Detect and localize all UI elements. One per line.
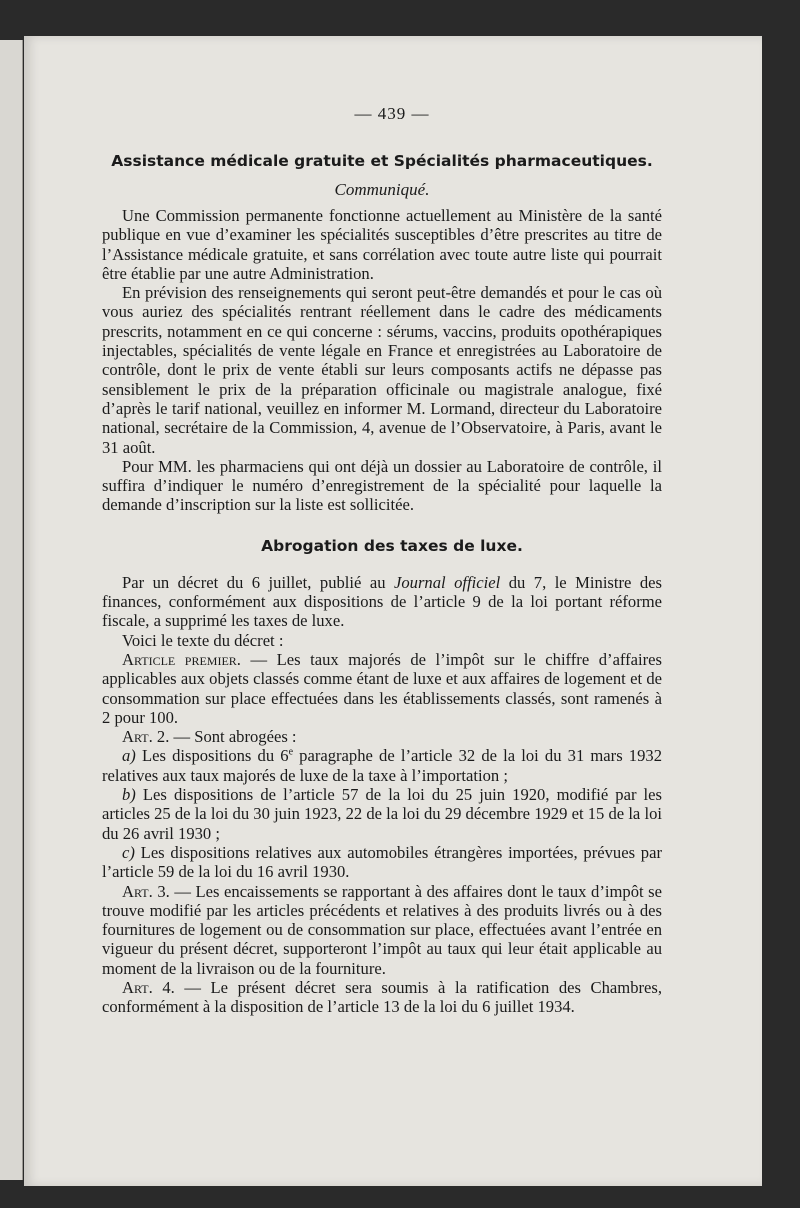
item-text: Les dispositions de l’article 57 de la loi du 25 juin 1920, modifié par les articles 25 de la loi du 30 juin 1923, 22 de la loi du 29 décembre 1929 et 15 de la loi du 26 avril 1930 ;: [102, 785, 662, 843]
article-text: — Le présent décret sera soumis à la ratification des Chambres, conformément à la disposition de l’article 13 de la loi du 6 juillet 1934.: [102, 977, 662, 1017]
paragraph: Voici le texte du décret :: [122, 630, 284, 650]
article-label: Article premier.: [122, 649, 241, 669]
article-text: — Les taux majorés de l’impôt sur le chiffre d’affaires applicables aux objets classés comme étant de luxe et aux affaires de logement et de consommation sur place effectuées dans les établissements classés, sont ramenés à 2 pour 100.: [102, 649, 663, 727]
article-3: [102, 882, 662, 978]
intro-text: Par un décret du 6 juillet, publié au: [122, 572, 395, 592]
article-text: — Les encaissements se rapportant à des affaires dont le taux d’impôt se trouve modifié par les articles précédents et relatives à des produits livrés ou à des fournitures de logement ou de consommation sur place, effectuées avant l’entrée en vigueur du présent décret, supporteront l’impôt au taux qui leur était applicable au moment de la livraison ou de la fourniture.: [102, 881, 662, 978]
article-label: Art. 3.: [122, 881, 170, 901]
article-label: Art. 4.: [122, 977, 175, 997]
page-number: — 439 —: [354, 104, 430, 123]
article-1: [102, 650, 662, 727]
section-subtitle-communique: Communiqué.: [334, 180, 430, 199]
article-2-a: [102, 746, 662, 785]
section-title-assistance: Assistance médicale gratuite et Spécialités pharmaceutiques.: [111, 152, 653, 170]
page-content: [102, 104, 662, 1017]
article-2-b: [102, 785, 662, 843]
previous-page-edge: [0, 40, 23, 1180]
item-text: Les dispositions du 6: [135, 746, 289, 766]
article-4: [102, 978, 662, 1017]
paragraph-decree-intro: [102, 573, 662, 631]
article-label: Art. 2.: [122, 727, 170, 747]
section-gap: [102, 515, 662, 537]
section-title-abrogation: Abrogation des taxes de luxe.: [261, 536, 523, 555]
item-text: Les dispositions relatives aux automobiles étrangères importées, prévues par l’article 59 de la loi du 16 avril 1930.: [102, 842, 662, 882]
intro-text: du 7, le Ministre des finances, conformément aux dispositions de l’article 9 de la loi portant réforme fiscale, a supprimé les taxes de luxe.: [102, 572, 662, 631]
article-2-c: [102, 843, 662, 882]
superscript: e: [288, 746, 294, 758]
item-text: paragraphe de l’article 32 de la loi du 31 mars 1932 relatives aux taux majorés de luxe de la taxe à l’importation ;: [102, 746, 662, 785]
article-text: — Sont abrogées :: [169, 727, 297, 747]
journal-officiel: Journal officiel: [394, 572, 501, 592]
paragraph: Pour MM. les pharmaciens qui ont déjà un dossier au Laboratoire de contrôle, il suffira d’indiquer le numéro d’enregistrement de la spécialité pour laquelle la demande d’inscription sur la liste est sollicitée.: [102, 456, 662, 515]
item-letter: b): [122, 785, 136, 805]
document-page: [24, 36, 762, 1186]
paragraph: Une Commission permanente fonctionne actuellement au Ministère de la santé publique en vue d’examiner les spécialités susceptibles d’être prescrites au titre de l’Assistance médicale gratuite, et sans corrélation avec toute autre liste qui pourrait être établie par une autre Administration.: [102, 206, 662, 283]
item-letter: a): [122, 746, 136, 766]
item-letter: c): [122, 842, 135, 862]
paragraph: En prévision des renseignements qui seront peut-être demandés et pour le cas où vous auriez des spécialités rentrant réellement dans le cadre des médicaments prescrits, notamment en ce qui concerne : sérums, vaccins, produits opothérapiques injectables, spécialités de vente légale en France et enregistrées au Laboratoire de contrôle, dont le prix de vente établi sur leurs composants actifs ne dépasse pas sensiblement le prix de la préparation officinale ou magistrale analogue, fixé d’après le tarif national, veuillez en informer M. Lormand, directeur du Laboratoire national, secrétaire de la Commission, 4, avenue de l’Observatoire, à Paris, avant le 31 août.: [102, 283, 662, 457]
article-2: [102, 727, 662, 746]
